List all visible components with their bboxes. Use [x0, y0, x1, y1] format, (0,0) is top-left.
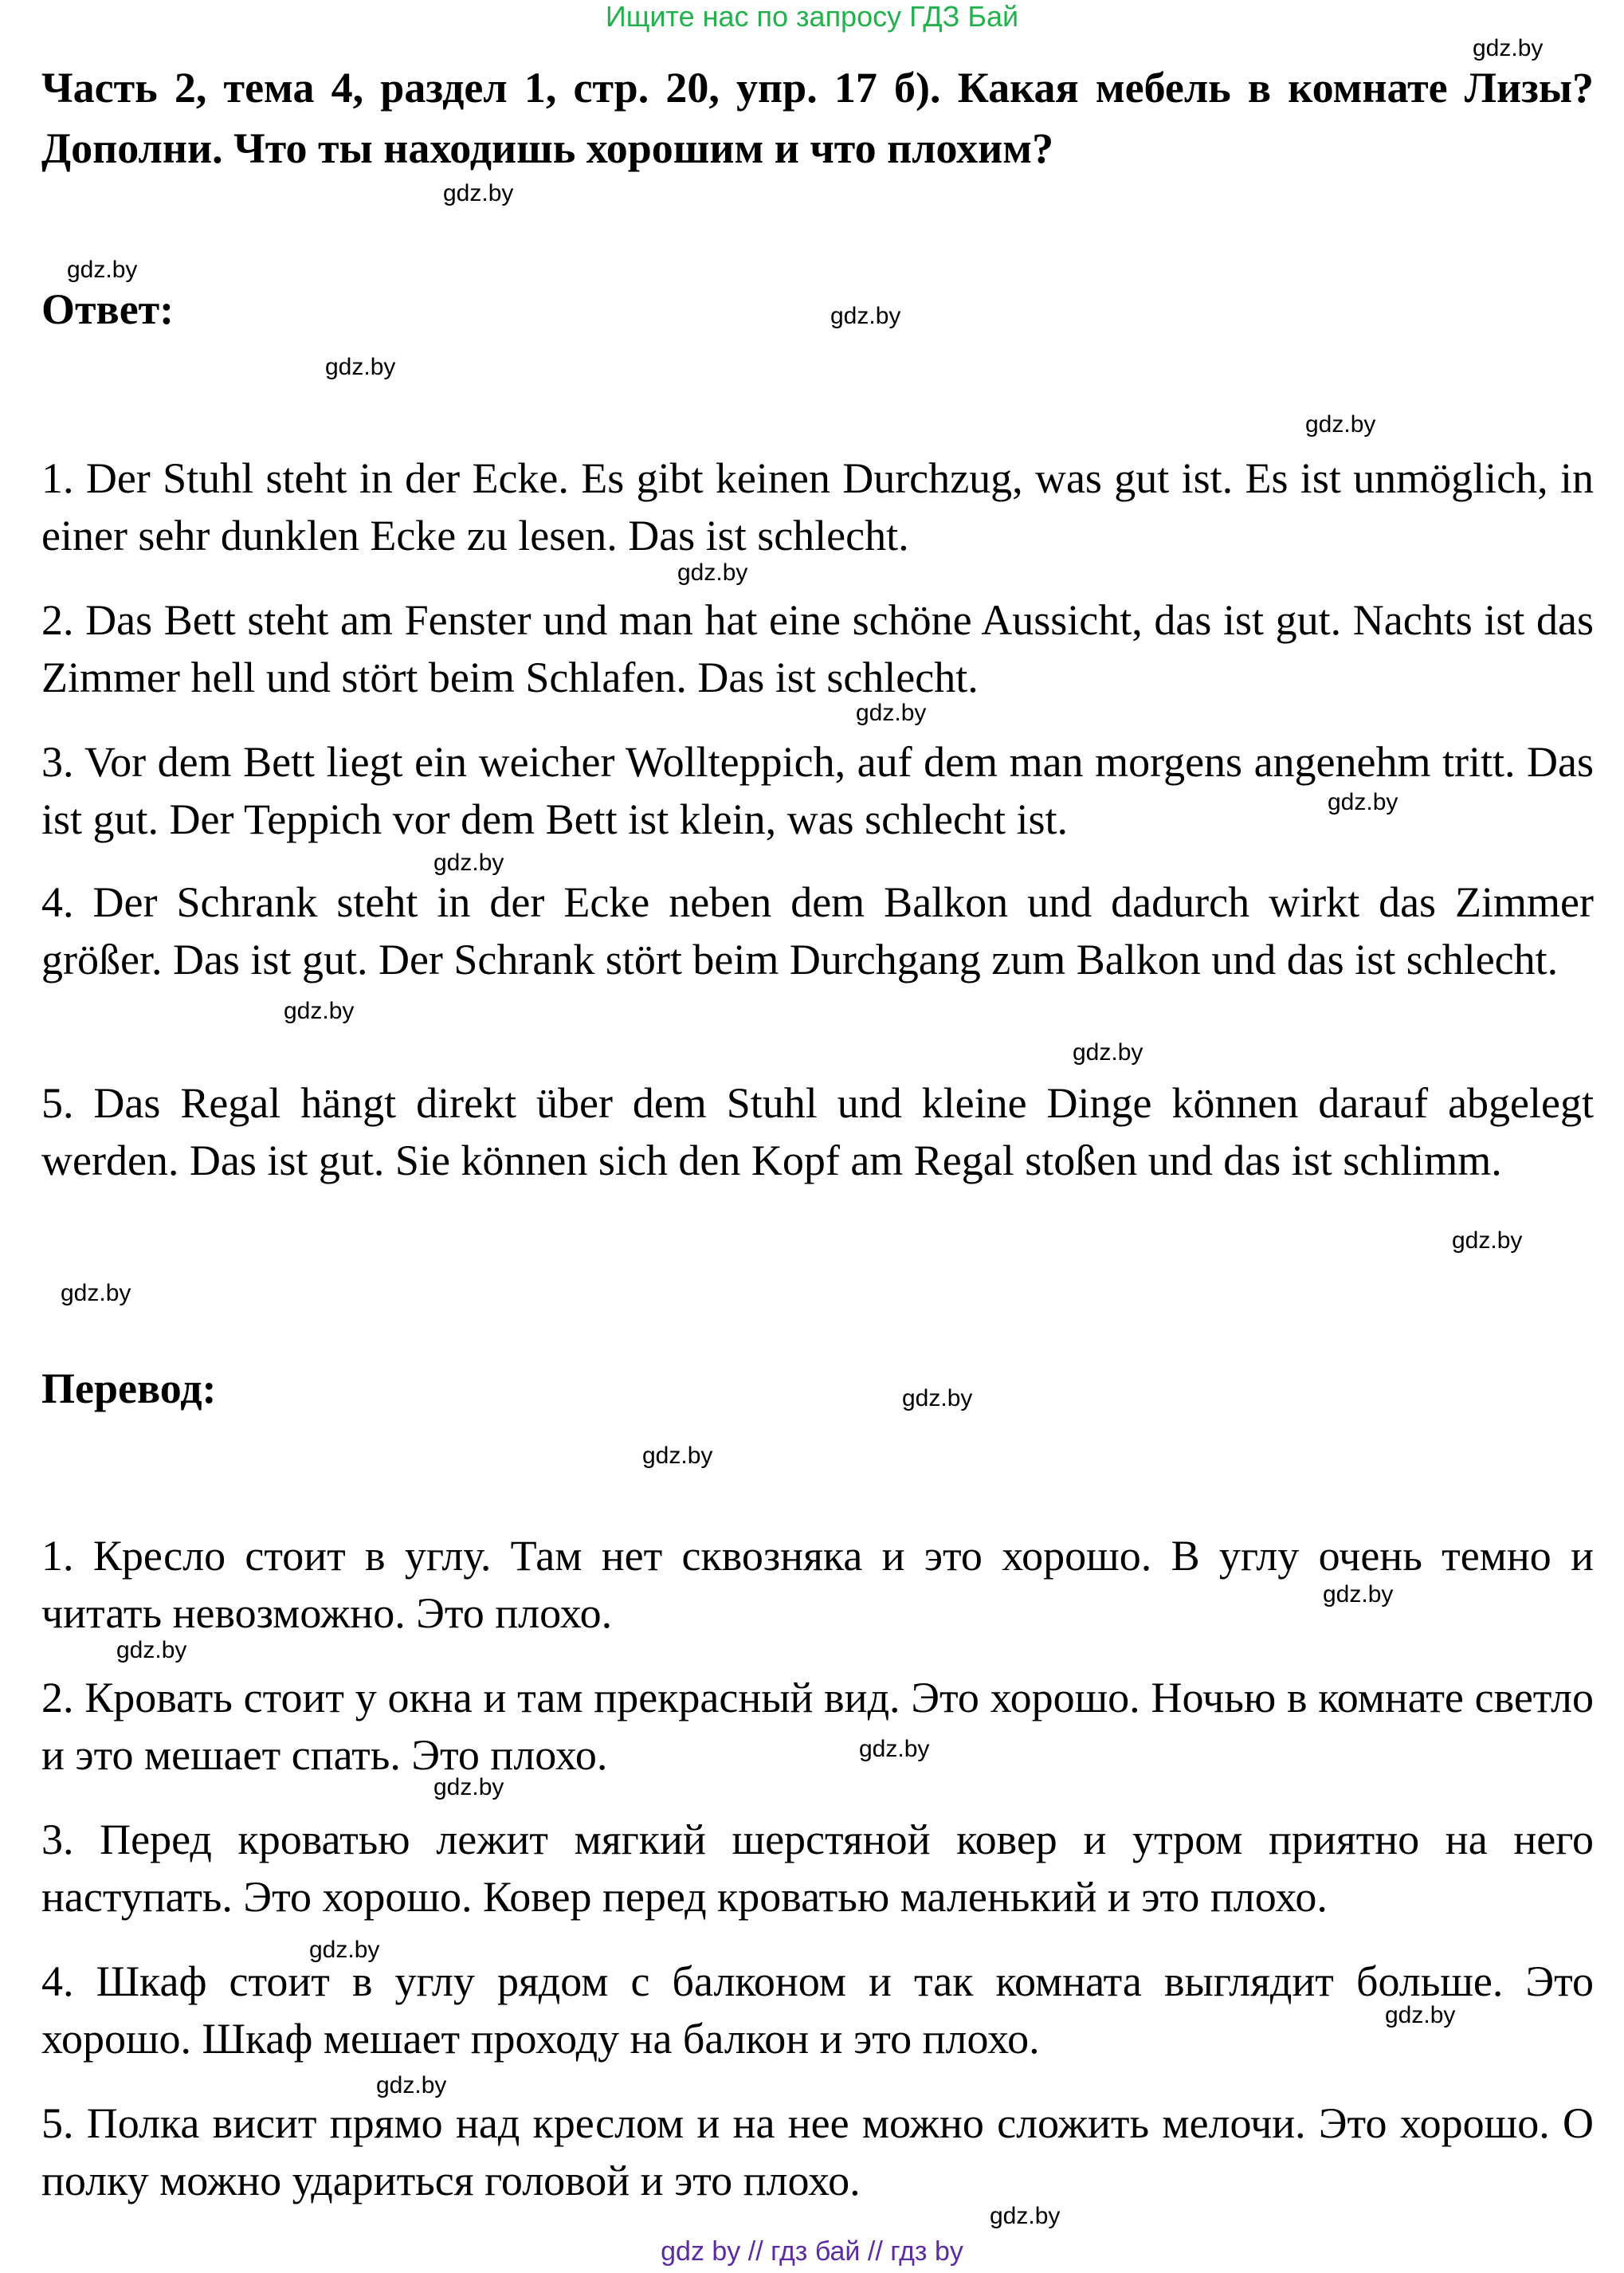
answer-item-3: 3. Vor dem Bett liegt ein weicher Wollteppich, auf dem man morgens angenehm tritt. Das ist gut. Der Teppich vor dem Bett ist klein, was schlecht ist.	[41, 738, 1594, 843]
watermark: gdz.by	[433, 1774, 504, 1800]
watermark: gdz.by	[443, 180, 514, 206]
watermark: gdz.by	[116, 1637, 187, 1663]
watermark: gdz.by	[1473, 35, 1544, 61]
watermark: gdz.by	[376, 2072, 447, 2098]
watermark: gdz.by	[1073, 1039, 1143, 1066]
watermark: gdz.by	[1305, 411, 1376, 438]
watermark: gdz.by	[677, 559, 748, 586]
exercise-title: Часть 2, тема 4, раздел 1, стр. 20, упр. 17 б). Какая мебель в комнате Лизы? Дополни. Что ты находишь хорошим и что плохим?	[41, 64, 1594, 172]
watermark: gdz.by	[1323, 1581, 1394, 1608]
watermark: gdz.by	[1452, 1227, 1523, 1254]
answer-heading: Ответ:	[41, 285, 175, 333]
watermark: gdz.by	[325, 354, 396, 380]
answer-item-1: 1. Der Stuhl steht in der Ecke. Es gibt keinen Durchzug, was gut ist. Es ist unmöglich, in einer sehr dunklen Ecke zu lesen. Das ist schlecht.	[41, 454, 1594, 559]
watermark: gdz.by	[856, 700, 927, 726]
answer-item-5: 5. Das Regal hängt direkt über dem Stuhl und kleine Dinge können darauf abgelegt werden. Das ist gut. Sie können sich den Kopf am Regal stoßen und das ist schlimm.	[41, 1079, 1594, 1184]
answer-item-4: 4. Der Schrank steht in der Ecke neben dem Balkon und dadurch wirkt das Zimmer größer. Das ist gut. Der Schrank stört beim Durchgang zum Balkon und das ist schlecht.	[41, 878, 1594, 983]
translation-item-5: 5. Полка висит прямо над креслом и на нее можно сложить мелочи. Это хорошо. О полку можно удариться головой и это плохо.	[41, 2099, 1594, 2204]
watermark: gdz.by	[1385, 2002, 1456, 2028]
watermark: gdz.by	[309, 1937, 380, 1963]
answer-item-2: 2. Das Bett steht am Fenster und man hat eine schöne Aussicht, das ist gut. Nachts ist das Zimmer hell und stört beim Schlafen. Das ist schlecht.	[41, 596, 1594, 701]
watermark: gdz.by	[990, 2203, 1061, 2229]
watermark: gdz.by	[859, 1736, 930, 1762]
watermark: gdz.by	[902, 1385, 973, 1411]
watermark: gdz.by	[284, 998, 355, 1024]
translation-item-1: 1. Кресло стоит в углу. Там нет сквозняка и это хорошо. В углу очень темно и читать невозможно. Это плохо.	[41, 1532, 1594, 1637]
watermark: gdz.by	[830, 303, 901, 329]
translation-item-4: 4. Шкаф стоит в углу рядом с балконом и так комната выглядит больше. Это хорошо. Шкаф мешает проходу на балкон и это плохо.	[41, 1957, 1594, 2063]
translation-item-2: 2. Кровать стоит у окна и там прекрасный вид. Это хорошо. Ночью в комнате светло и это мешает спать. Это плохо.	[41, 1674, 1594, 1779]
watermark: gdz.by	[67, 257, 138, 283]
watermark: gdz.by	[61, 1280, 131, 1306]
top-banner: Ищите нас по запросу ГДЗ Бай	[605, 0, 1019, 33]
footer-links: gdz by // гдз бай // гдз by	[661, 2236, 963, 2267]
translation-item-3: 3. Перед кроватью лежит мягкий шерстяной ковер и утром приятно на него наступать. Это хорошо. Ковер перед кроватью маленький и это плохо.	[41, 1816, 1594, 1921]
watermark: gdz.by	[1328, 789, 1398, 815]
watermark: gdz.by	[642, 1443, 713, 1469]
translation-heading: Перевод:	[41, 1364, 217, 1412]
watermark: gdz.by	[433, 850, 504, 876]
